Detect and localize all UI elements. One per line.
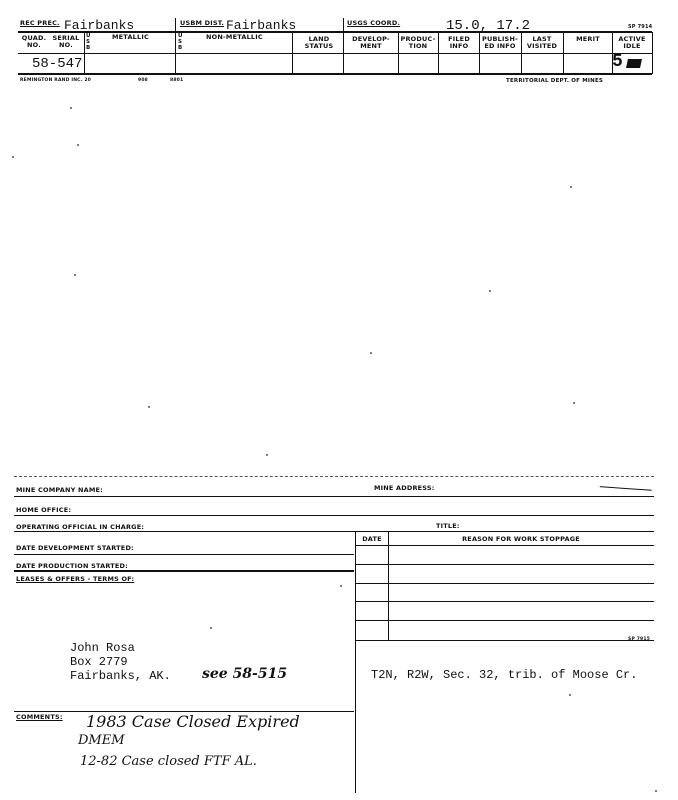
divider-v9	[563, 32, 564, 74]
company-rule	[14, 496, 654, 497]
speck	[570, 186, 572, 188]
comments-label: COMMENTS:	[16, 713, 63, 721]
col-merit: MERIT	[576, 35, 600, 43]
mine-company-label: MINE COMPANY NAME:	[16, 486, 103, 494]
printer-code-1: 908	[138, 78, 148, 83]
serial-number-value: 58-547	[32, 56, 83, 72]
col-active-idle: ACTIVE IDLE	[618, 35, 646, 50]
col-non-metallic: NON-METALLIC	[206, 33, 263, 41]
divider-v4	[292, 32, 293, 74]
stoppage-table-divider	[388, 531, 389, 641]
production-rule	[14, 570, 354, 572]
speck	[12, 156, 14, 158]
title-label: TITLE:	[436, 522, 460, 530]
rec-prec-label: REC PREC.	[20, 19, 60, 27]
speck	[573, 402, 575, 404]
col-serial-no: SERIAL NO.	[52, 34, 80, 49]
form-number-2: SP 7915	[628, 637, 651, 642]
speck	[569, 694, 571, 696]
owner-name: John Rosa	[70, 641, 135, 655]
stoppage-row-3	[355, 583, 654, 584]
operating-official-label: OPERATING OFFICIAL IN CHARGE:	[16, 523, 145, 531]
home-office-rule	[14, 515, 654, 516]
col-land-status: LAND STATUS	[304, 35, 334, 50]
active-idle-mark: 5	[612, 52, 623, 72]
stoppage-row-5	[355, 620, 654, 621]
date-column-heading: DATE	[362, 535, 382, 543]
divider-v2	[343, 18, 344, 74]
department-label: TERRITORIAL DEPT. OF MINES	[506, 78, 604, 84]
location-description: T2N, R2W, Sec. 32, trib. of Moose Cr.	[371, 668, 638, 682]
stoppage-row-1	[355, 545, 654, 546]
usgs-coord-label: USGS COORD.	[347, 19, 401, 27]
divider-v5	[398, 32, 399, 74]
home-office-label: HOME OFFICE:	[16, 506, 72, 514]
stoppage-row-4	[355, 601, 654, 602]
rec-prec-value: Fairbanks	[64, 18, 135, 33]
development-rule	[14, 554, 354, 555]
col-filed-info: FILED INFO	[448, 35, 470, 50]
usgs-coord-value: 15.0, 17.2	[446, 18, 531, 34]
mine-address-label: MINE ADDRESS:	[374, 484, 435, 492]
divider-v3	[84, 32, 85, 74]
reason-column-heading: REASON FOR WORK STOPPAGE	[462, 535, 580, 543]
date-development-label: DATE DEVELOPMENT STARTED:	[16, 544, 134, 552]
speck	[148, 406, 150, 408]
row2-bottom-rule	[18, 53, 652, 54]
form-top-rule	[14, 476, 654, 477]
owner-city: Fairbanks, AK.	[70, 669, 171, 683]
speck	[210, 627, 212, 629]
printer-code-2: 8801	[170, 78, 184, 83]
date-production-label: DATE PRODUCTION STARTED:	[16, 562, 128, 570]
comment-line-2: DMEM	[78, 733, 125, 748]
speck	[489, 290, 491, 292]
row3-bottom-rule	[18, 73, 652, 75]
comment-line-1: 1983 Case Closed Expired	[86, 712, 300, 731]
usbm-dist-value: Fairbanks	[226, 18, 297, 33]
col-quad-no: QUAD. NO.	[21, 34, 47, 49]
col-usb-1: U S B	[86, 33, 91, 51]
divider-v6	[438, 32, 439, 74]
col-production: PRODUC-TION	[400, 35, 436, 50]
official-rule	[14, 531, 654, 532]
printer-mark: REMINGTON RAND INC. 20	[20, 78, 91, 83]
speck	[266, 454, 268, 456]
ink-blot	[626, 59, 642, 68]
center-divider	[355, 641, 356, 793]
speck	[77, 144, 79, 146]
col-published-info: PUBLISH-ED INFO	[482, 35, 518, 50]
stoppage-table-left	[355, 531, 356, 641]
speck	[370, 352, 372, 354]
form-number: SP 7914	[628, 24, 653, 30]
col-development: DEVELOP-MENT	[352, 35, 390, 50]
leases-label: LEASES & OFFERS - TERMS OF:	[16, 575, 135, 583]
comment-line-3: 12-82 Case closed FTF AL.	[80, 754, 257, 769]
col-metallic: METALLIC	[112, 33, 149, 41]
speck	[340, 585, 342, 587]
speck	[74, 274, 76, 276]
stoppage-row-2	[355, 564, 654, 565]
col-usb-2: U S B	[178, 33, 183, 51]
pen-stroke	[600, 478, 653, 491]
usbm-dist-label: USBM DIST.	[180, 19, 225, 27]
speck	[70, 107, 72, 109]
divider-v11	[652, 32, 653, 74]
speck	[655, 790, 657, 792]
col-last-visited: LAST VISITED	[526, 35, 558, 50]
divider-v1	[175, 18, 176, 74]
divider-v8	[521, 32, 522, 74]
see-reference-note: see 58-515	[202, 666, 288, 682]
divider-v7	[479, 32, 480, 74]
owner-box: Box 2779	[70, 655, 128, 669]
